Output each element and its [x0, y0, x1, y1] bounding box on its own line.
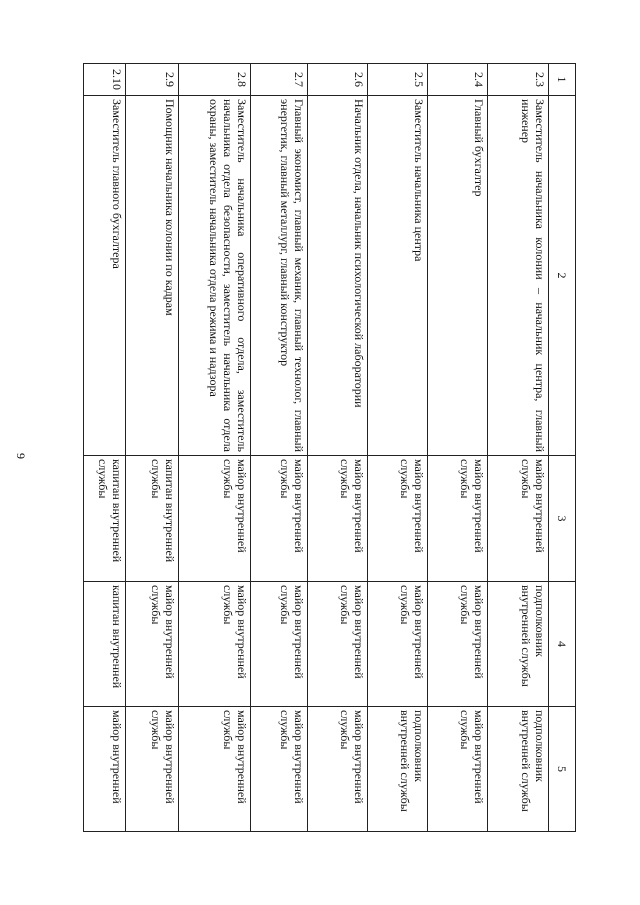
table-row: [179, 64, 251, 832]
rank-cell: майор внутренней службы: [126, 582, 179, 707]
rank-cell: капитан внутренней службы: [84, 456, 126, 582]
ranks-table: [83, 63, 576, 832]
rank-cell: майор внутренней: [84, 707, 126, 832]
header-cell: 2: [549, 96, 576, 456]
rank-cell: майор внутренней службы: [428, 456, 488, 582]
rank-cell: майор внутренней службы: [368, 582, 428, 707]
row-number: 2.5: [368, 64, 428, 96]
position-cell: Главный экономист, главный механик, главный технолог, главный энергетик, главный металлург, главный конструктор: [251, 96, 308, 456]
position-cell: Заместитель начальника колонии – начальник центра, главный инженер: [488, 96, 549, 456]
row-number: 2.7: [251, 64, 308, 96]
row-number: 2.9: [126, 64, 179, 96]
page-number: 9: [14, 453, 28, 459]
rank-cell: майор внутренней службы: [428, 707, 488, 832]
rank-cell: майор внутренней службы: [126, 707, 179, 832]
rank-cell: майор внутренней службы: [179, 707, 251, 832]
row-number: 2.8: [179, 64, 251, 96]
rank-cell: майор внутренней службы: [179, 456, 251, 582]
rank-cell: майор внутренней службы: [488, 456, 549, 582]
row-number: 2.6: [308, 64, 368, 96]
rotated-table-wrapper: [65, 63, 576, 831]
rank-cell: капитан внутренней службы: [126, 456, 179, 582]
rank-cell: майор внутренней службы: [308, 582, 368, 707]
rank-cell: майор внутренней службы: [251, 456, 308, 582]
position-cell: Заместитель начальника оперативного отдела, заместитель начальника отдела безопасности, заместитель начальника отдела охраны, заместитель начальника отдела режима и надзора: [179, 96, 251, 456]
table-row: [308, 64, 368, 832]
rank-cell: майор внутренней службы: [428, 582, 488, 707]
header-cell: 3: [549, 456, 576, 582]
position-cell: Начальник отдела, начальник психологической лаборатории: [308, 96, 368, 456]
header-cell: 4: [549, 582, 576, 707]
header-cell: 5: [549, 707, 576, 832]
rank-cell: майор внутренней службы: [308, 456, 368, 582]
rank-cell: майор внутренней службы: [251, 707, 308, 832]
row-number: 2.3: [488, 64, 549, 96]
position-cell: Заместитель главного бухгалтера: [84, 96, 126, 456]
position-cell: Заместитель начальника центра: [368, 96, 428, 456]
table-row: [428, 64, 488, 832]
rank-cell: майор внутренней службы: [308, 707, 368, 832]
table-row: [488, 64, 549, 832]
rank-cell: подполковник внутренней службы: [488, 582, 549, 707]
rank-cell: майор внутренней службы: [179, 582, 251, 707]
row-number: 2.10: [84, 64, 126, 96]
table-row: [368, 64, 428, 832]
table-row: [84, 64, 126, 832]
header-cell: 1: [549, 64, 576, 96]
rank-cell: подполковник внутренней службы: [368, 707, 428, 832]
rank-cell: капитан внутренней: [84, 582, 126, 707]
table-row: [251, 64, 308, 832]
rank-cell: майор внутренней службы: [368, 456, 428, 582]
rank-cell: майор внутренней службы: [251, 582, 308, 707]
rank-cell: подполковник внутренней службы: [488, 707, 549, 832]
position-cell: Главный бухгалтер: [428, 96, 488, 456]
header-row: [549, 64, 576, 832]
position-cell: Помощник начальника колонии по кадрам: [126, 96, 179, 456]
row-number: 2.4: [428, 64, 488, 96]
table-frame: [65, 63, 576, 831]
table-row: [126, 64, 179, 832]
